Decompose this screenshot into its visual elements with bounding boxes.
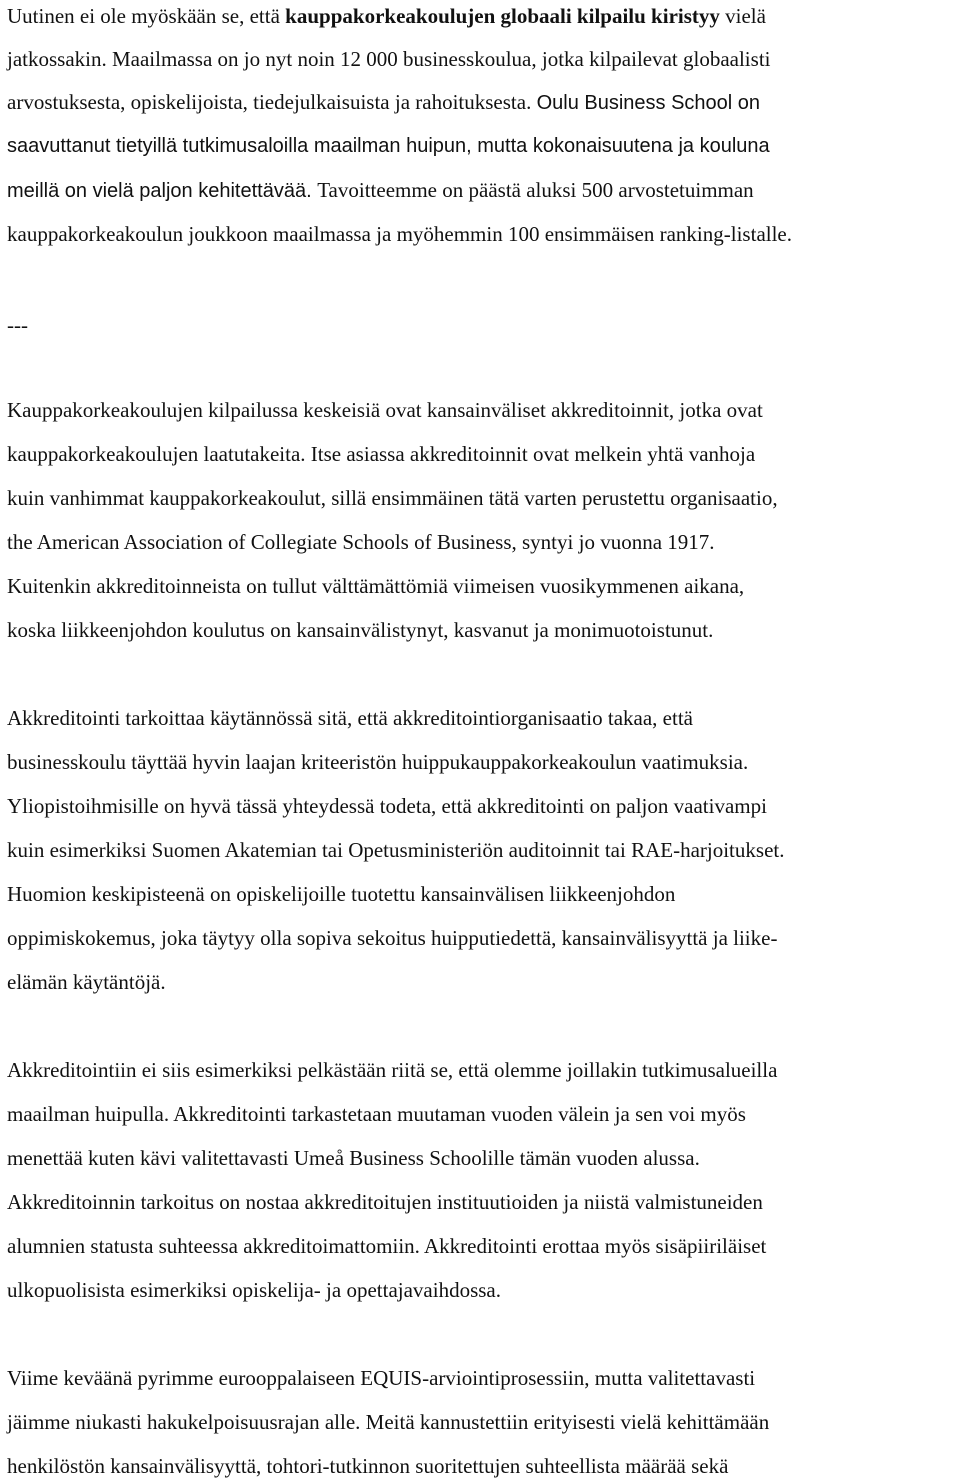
paragraph-1-line-2: jatkossakin. Maailmassa on jo nyt noin 12 000 businesskoulua, jotka kilpailevat globaalisti (7, 47, 771, 71)
paragraph-4-line-2: maailman huipulla. Akkreditointi tarkastetaan muutaman vuoden välein ja sen voi myös (7, 1102, 746, 1126)
paragraph-3-line-6: oppimiskokemus, joka täytyy olla sopiva sekoitus huipputiedettä, kansainvälisyyttä ja liike- (7, 926, 778, 950)
text-segment: arvostuksesta, opiskelijoista, tiedejulkaisuista ja rahoituksesta. (7, 90, 537, 114)
paragraph-2-line-3: kuin vanhimmat kauppakorkeakoulut, sillä ensimmäinen tätä varten perustettu organisaatio, (7, 486, 778, 510)
paragraph-4-line-1: Akkreditointiin ei siis esimerkiksi pelkästään riitä se, että olemme joillakin tutkimusalueilla (7, 1058, 778, 1082)
paragraph-1-line-5 (7, 177, 754, 204)
separator: --- (7, 313, 28, 337)
paragraph-3-line-7: elämän käytäntöjä. (7, 970, 166, 994)
paragraph-5-line-2: jäimme niukasti hakukelpoisuusrajan alle. Meitä kannustettiin erityisesti vielä kehittämään (7, 1410, 770, 1434)
paragraph-4-line-5: alumnien statusta suhteessa akkreditoimattomiin. Akkreditointi erottaa myös sisäpiiriläiset (7, 1234, 767, 1258)
paragraph-4-line-4: Akkreditoinnin tarkoitus on nostaa akkreditoitujen instituutioiden ja niistä valmistuneiden (7, 1190, 763, 1214)
bold-phrase: kauppakorkeakoulujen globaali kilpailu kiristyy (285, 4, 720, 28)
paragraph-1-line-6: kauppakorkeakoulun joukkoon maailmassa ja myöhemmin 100 ensimmäisen ranking-listalle. (7, 222, 792, 246)
paragraph-3-line-5: Huomion keskipisteenä on opiskelijoille tuotettu kansainvälisen liikkeenjohdon (7, 882, 676, 906)
paragraph-3-line-2: businesskoulu täyttää hyvin laajan kriteeristön huippukauppakorkeakoulun vaatimuksia. (7, 750, 749, 774)
text-segment: Uutinen ei ole myöskään se, että (7, 4, 286, 28)
paragraph-4-line-6: ulkopuolisista esimerkiksi opiskelija- ja opettajavaihdossa. (7, 1278, 501, 1302)
paragraph-2-line-5: Kuitenkin akkreditoinneista on tullut välttämättömiä viimeisen vuosikymmenen aikana, (7, 574, 745, 598)
paragraph-2-line-2: kauppakorkeakoulujen laatutakeita. Itse asiassa akkreditoinnit ovat melkein yhtä vanhoja (7, 442, 756, 466)
paragraph-3-line-3: Yliopistoihmisille on hyvä tässä yhteydessä todeta, että akkreditointi on paljon vaativampi (7, 794, 767, 818)
text-segment-sans: meillä on vielä paljon kehitettävää. (7, 180, 318, 202)
paragraph-1-line-4: saavuttanut tietyillä tutkimusaloilla maailman huipun, mutta kokonaisuutena ja kouluna (7, 135, 770, 157)
paragraph-1-line-1 (7, 3, 766, 29)
text-segment-sans: Oulu Business School on (536, 92, 761, 114)
paragraph-2-line-1: Kauppakorkeakoulujen kilpailussa keskeisiä ovat kansainväliset akkreditoinnit, jotka ovat (7, 398, 763, 422)
paragraph-4-line-3: menettää kuten kävi valitettavasti Umeå Business Schoolille tämän vuoden alussa. (7, 1146, 700, 1170)
paragraph-3-line-1: Akkreditointi tarkoittaa käytännössä sitä, että akkreditointiorganisaatio takaa, että (7, 706, 693, 730)
text-segment: vielä (719, 4, 766, 28)
paragraph-2-line-6: koska liikkeenjohdon koulutus on kansainvälistynyt, kasvanut ja monimuotoistunut. (7, 618, 714, 642)
paragraph-3-line-4: kuin esimerkiksi Suomen Akatemian tai Opetusministeriön auditoinnit tai RAE-harjoitukset. (7, 838, 785, 862)
paragraph-1-line-3 (7, 89, 760, 116)
paragraph-2-line-4: the American Association of Collegiate Schools of Business, syntyi jo vuonna 1917. (7, 530, 715, 554)
text-segment: Tavoitteemme on päästä aluksi 500 arvostetuimman (317, 178, 754, 202)
paragraph-5-line-3: henkilöstön kansainvälisyyttä, tohtori-tutkinnon suoritettujen suhteellista määrää sekä (7, 1454, 729, 1478)
paragraph-5-line-1: Viime keväänä pyrimme eurooppalaiseen EQUIS-arviointiprosessiin, mutta valitettavasti (7, 1366, 756, 1390)
